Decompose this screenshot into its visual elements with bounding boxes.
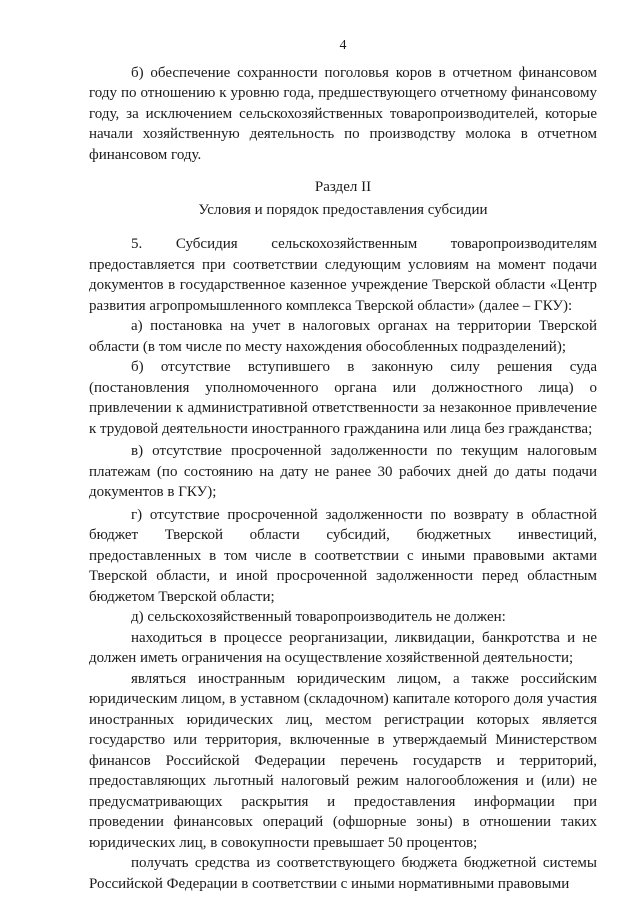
paragraph-d-2: являться иностранным юридическим лицом, а также российским юридическим лицом, в уставном (складочном) капитале которого доля участия иностранных юридических лиц, местом регистрации которых является государство или территория, включенные в утверждаемый Министерством финансов Российской Федерации перечень государств и территорий, предоставляющих льготный налоговый режим налогообложения и (или) не предусматривающих раскрытия и предоставления информации при проведении финансовых операций (офшорные зоны) в отношении таких юридических лиц, в совокупности превышает 50 процентов; <box>89 670 597 851</box>
paragraph-d: д) сельскохозяйственный товаропроизводитель не должен: <box>131 609 506 625</box>
paragraph-5: 5. Субсидия сельскохозяйственным товаропроизводителям предоставляется при соответствии следующим условиям на момент подачи документов в государственное казенное учреждение Тверской области «Центр развития агропромышленного комплекса Тверской области» (далее – ГКУ): <box>89 236 597 314</box>
paragraph-g: г) отсутствие просроченной задолженности по возврату в областной бюджет Тверской области субсидий, бюджетных инвестиций, предоставленных в том числе в соответствии с иными правовыми актами Тверской области, и иной просроченной задолженности перед областным бюджетом Тверской области; <box>89 506 597 605</box>
paragraph-b: б) отсутствие вступившего в законную силу решения суда (постановления уполномоченного органа или должностного лица) о привлечении к административной ответственности за незаконное привлечение к трудовой деятельности иностранного гражданина или лица без гражданства; <box>89 359 597 437</box>
paragraph-v: в) отсутствие просроченной задолженности по текущим налоговым платежам (по состоянию на дату не ранее 30 рабочих дней до даты подачи документов в ГКУ); <box>89 443 597 500</box>
paragraph-d-1: находиться в процессе реорганизации, ликвидации, банкротства и не должен иметь ограничения на осуществление хозяйственной деятельности; <box>89 629 597 666</box>
section-title: Условия и порядок предоставления субсидии <box>198 201 488 218</box>
paragraph-d-3: получать средства из соответствующего бюджета бюджетной системы Российской Федерации в соответствии с иными нормативными правовыми <box>89 855 597 892</box>
paragraph-b-top: б) обеспечение сохранности поголовья коров в отчетном финансовом году по отношению к уровню года, предшествующего отчетному финансовому году, за исключением сельскохозяйственных товаропроизводителей, которые начали хозяйственную деятельность по производству молока в отчетном финансовом году. <box>89 64 597 163</box>
page-number: 4 <box>339 38 347 53</box>
paragraph-a: а) постановка на учет в налоговых органах на территории Тверской области (в том числе по месту нахождения обособленных подразделений); <box>89 318 597 355</box>
section-heading: Раздел II <box>314 179 372 195</box>
